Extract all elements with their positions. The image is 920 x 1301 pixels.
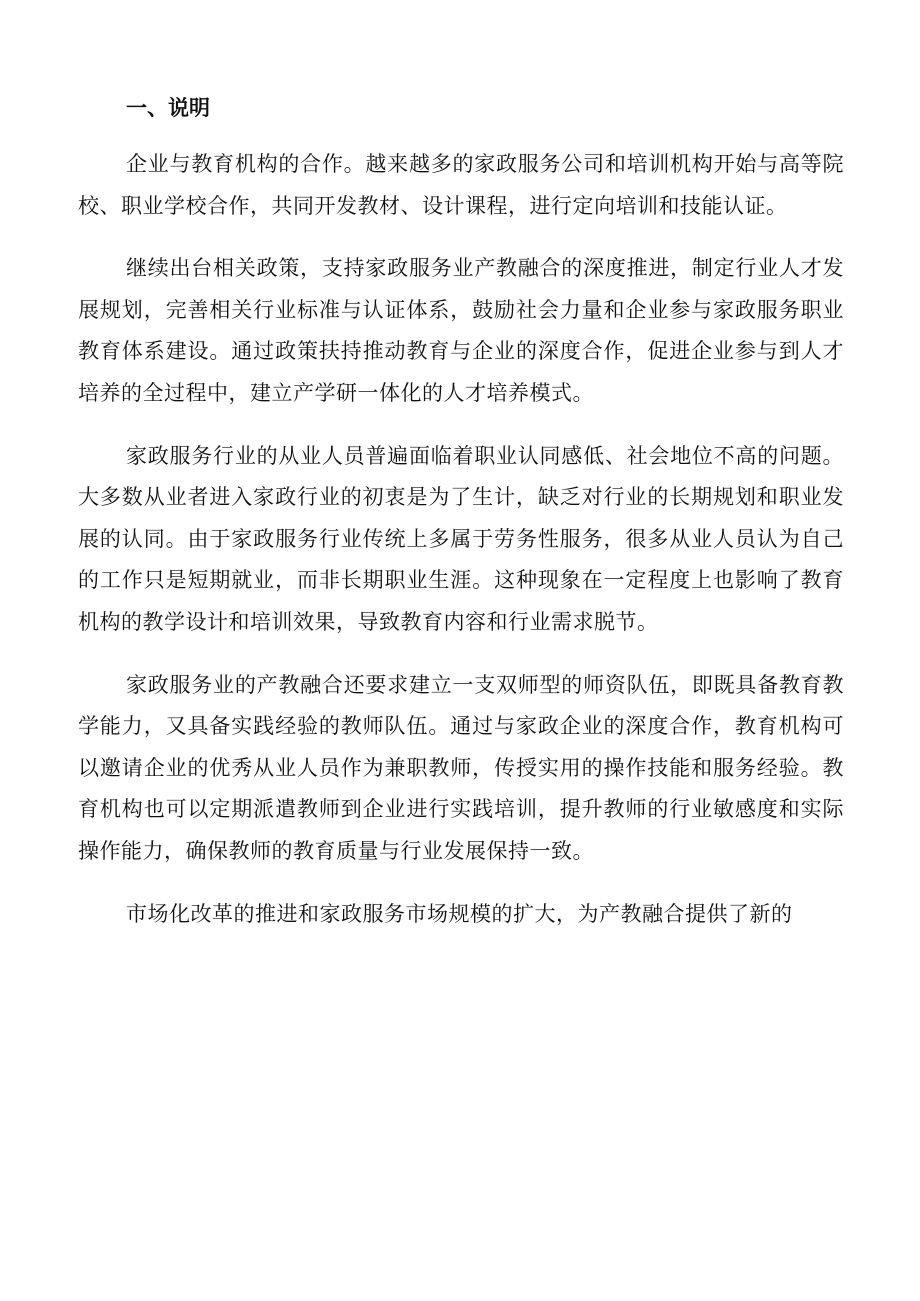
paragraph-1: 企业与教育机构的合作。越来越多的家政服务公司和培训机构开始与高等院校、职业学校合作，共同开发教材、设计课程，进行定向培训和技能认证。 xyxy=(78,152,844,218)
paragraph-4: 家政服务业的产教融合还要求建立一支双师型的师资队伍，即既具备教育教学能力，又具备实践经验的教师队伍。通过与家政企业的深度合作，教育机构可以邀请企业的优秀从业人员作为兼职教师，传授实用的操作技能和服务经验。教育机构也可以定期派遣教师到企业进行实践培训，提升教师的行业敏感度和实际操作能力，确保教师的教育质量与行业发展保持一致。 xyxy=(78,672,844,863)
paragraph-5: 市场化改革的推进和家政服务市场规模的扩大，为产教融合提供了新的 xyxy=(126,901,793,926)
document-body xyxy=(78,88,844,935)
section-heading: 一、说明 xyxy=(126,95,210,120)
paragraph-2: 继续出台相关政策，支持家政服务业产教融合的深度推进，制定行业人才发展规划，完善相关行业标准与认证体系，鼓励社会力量和企业参与家政服务职业教育体系建设。通过政策扶持推动教育与企业的深度合作，促进企业参与到人才培养的全过程中，建立产学研一体化的人才培养模式。 xyxy=(78,256,844,405)
paragraph-3: 家政服务行业的从业人员普遍面临着职业认同感低、社会地位不高的问题。大多数从业者进入家政行业的初衷是为了生计，缺乏对行业的长期规划和职业发展的认同。由于家政服务行业传统上多属于劳务性服务，很多从业人员认为自己的工作只是短期就业，而非长期职业生涯。这种现象在一定程度上也影响了教育机构的教学设计和培训效果，导致教育内容和行业需求脱节。 xyxy=(78,443,844,634)
